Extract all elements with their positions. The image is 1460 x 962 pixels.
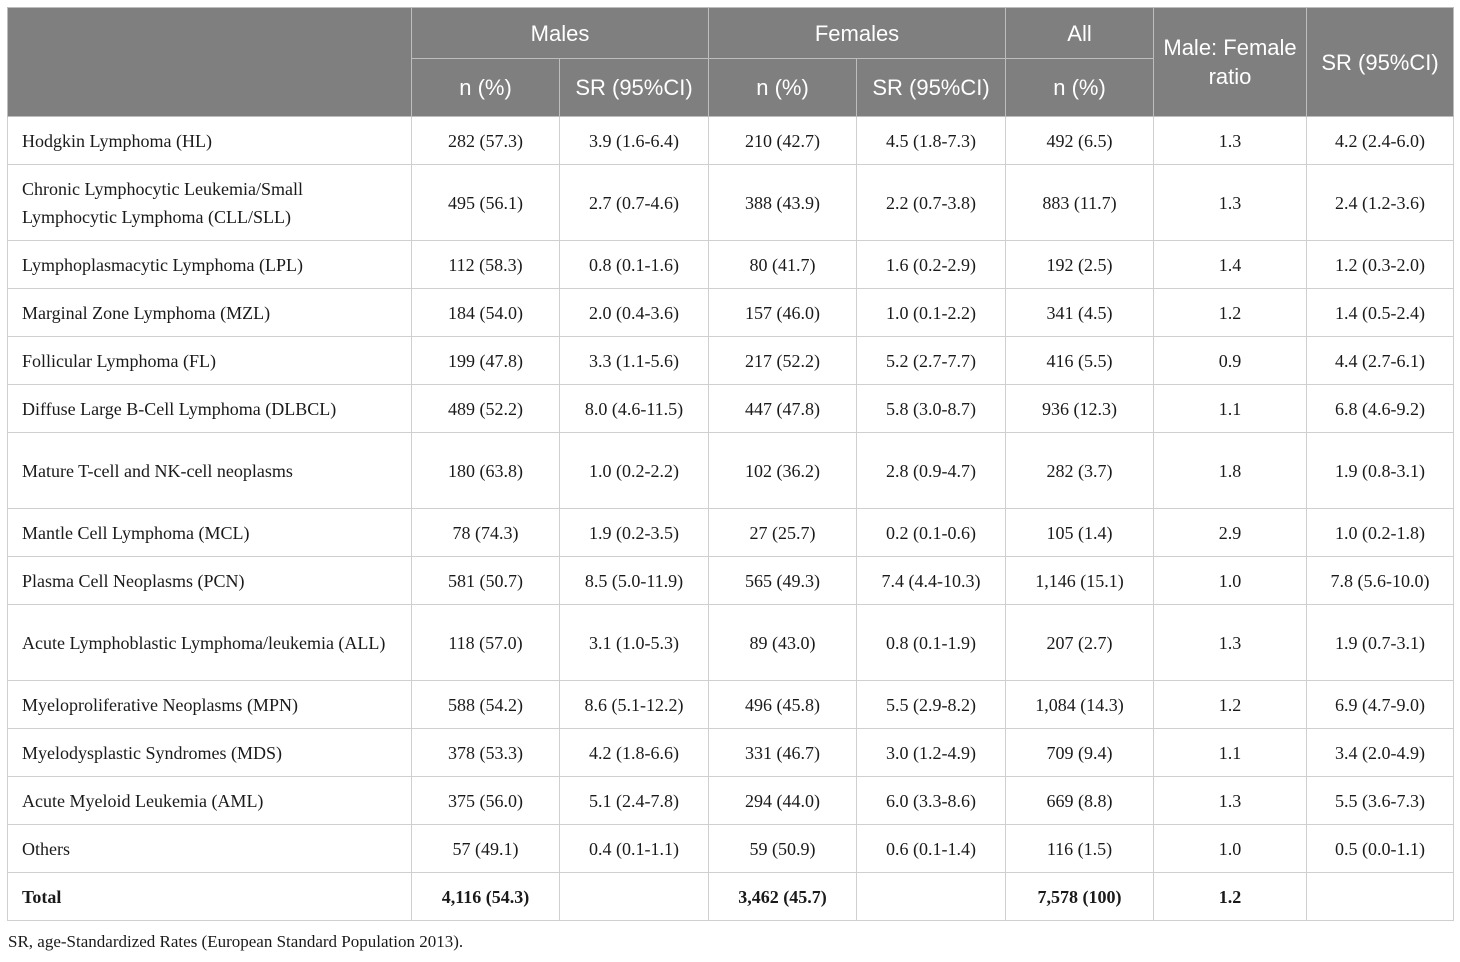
males-n-cell: 184 (54.0) — [412, 289, 560, 337]
all-n-cell: 492 (6.5) — [1006, 117, 1154, 165]
header-females-sr: SR (95%CI) — [857, 59, 1006, 117]
males-n-cell: 375 (56.0) — [412, 777, 560, 825]
row-label: Myelodysplastic Syndromes (MDS) — [8, 729, 412, 777]
row-label: Others — [8, 825, 412, 873]
females-sr-cell: 2.2 (0.7-3.8) — [857, 165, 1006, 241]
table-row — [8, 337, 1454, 385]
row-label: Diffuse Large B-Cell Lymphoma (DLBCL) — [8, 385, 412, 433]
females-sr-cell: 5.8 (3.0-8.7) — [857, 385, 1006, 433]
table-row — [8, 165, 1454, 241]
males-sr-cell: 3.1 (1.0-5.3) — [560, 605, 709, 681]
table-row — [8, 605, 1454, 681]
males-n-cell: 282 (57.3) — [412, 117, 560, 165]
females-sr-cell: 1.6 (0.2-2.9) — [857, 241, 1006, 289]
ratio-cell: 1.0 — [1154, 557, 1307, 605]
ratio-cell: 1.2 — [1154, 681, 1307, 729]
females-n-cell: 331 (46.7) — [709, 729, 857, 777]
sr-cell: 2.4 (1.2-3.6) — [1307, 165, 1454, 241]
all-n-cell: 936 (12.3) — [1006, 385, 1154, 433]
table-row — [8, 557, 1454, 605]
ratio-cell: 1.2 — [1154, 289, 1307, 337]
all-n-cell: 341 (4.5) — [1006, 289, 1154, 337]
all-n-cell: 1,146 (15.1) — [1006, 557, 1154, 605]
ratio-cell: 1.1 — [1154, 729, 1307, 777]
females-sr-cell: 0.2 (0.1-0.6) — [857, 509, 1006, 557]
females-sr-cell: 0.6 (0.1-1.4) — [857, 825, 1006, 873]
males-sr-cell: 3.3 (1.1-5.6) — [560, 337, 709, 385]
header-corner — [8, 8, 412, 117]
sr-cell: 5.5 (3.6-7.3) — [1307, 777, 1454, 825]
sr-cell: 4.4 (2.7-6.1) — [1307, 337, 1454, 385]
males-n-cell: 495 (56.1) — [412, 165, 560, 241]
ratio-cell: 1.8 — [1154, 433, 1307, 509]
all-n-cell: 416 (5.5) — [1006, 337, 1154, 385]
females-sr-cell: 5.5 (2.9-8.2) — [857, 681, 1006, 729]
females-n-cell: 294 (44.0) — [709, 777, 857, 825]
total-ratio: 1.2 — [1154, 873, 1307, 921]
males-n-cell: 199 (47.8) — [412, 337, 560, 385]
row-label: Lymphoplasmacytic Lymphoma (LPL) — [8, 241, 412, 289]
header-males-n: n (%) — [412, 59, 560, 117]
total-label: Total — [8, 873, 412, 921]
row-label: Marginal Zone Lymphoma (MZL) — [8, 289, 412, 337]
females-n-cell: 210 (42.7) — [709, 117, 857, 165]
males-n-cell: 112 (58.3) — [412, 241, 560, 289]
total-all-n: 7,578 (100) — [1006, 873, 1154, 921]
females-n-cell: 80 (41.7) — [709, 241, 857, 289]
males-sr-cell: 5.1 (2.4-7.8) — [560, 777, 709, 825]
total-males-sr — [560, 873, 709, 921]
females-n-cell: 565 (49.3) — [709, 557, 857, 605]
males-sr-cell: 0.4 (0.1-1.1) — [560, 825, 709, 873]
ratio-cell: 2.9 — [1154, 509, 1307, 557]
all-n-cell: 116 (1.5) — [1006, 825, 1154, 873]
header-all-n: n (%) — [1006, 59, 1154, 117]
males-n-cell: 581 (50.7) — [412, 557, 560, 605]
table-row — [8, 681, 1454, 729]
females-sr-cell: 7.4 (4.4-10.3) — [857, 557, 1006, 605]
males-n-cell: 588 (54.2) — [412, 681, 560, 729]
females-sr-cell: 0.8 (0.1-1.9) — [857, 605, 1006, 681]
sr-cell: 1.9 (0.7-3.1) — [1307, 605, 1454, 681]
table-row — [8, 729, 1454, 777]
all-n-cell: 709 (9.4) — [1006, 729, 1154, 777]
females-n-cell: 89 (43.0) — [709, 605, 857, 681]
females-n-cell: 388 (43.9) — [709, 165, 857, 241]
females-n-cell: 27 (25.7) — [709, 509, 857, 557]
females-n-cell: 157 (46.0) — [709, 289, 857, 337]
all-n-cell: 669 (8.8) — [1006, 777, 1154, 825]
header-sr-all: SR (95%CI) — [1307, 8, 1454, 117]
row-label: Mantle Cell Lymphoma (MCL) — [8, 509, 412, 557]
all-n-cell: 883 (11.7) — [1006, 165, 1154, 241]
ratio-cell: 1.4 — [1154, 241, 1307, 289]
all-n-cell: 192 (2.5) — [1006, 241, 1154, 289]
table-footnote: SR, age-Standardized Rates (European Standard Population 2013). — [8, 932, 464, 951]
row-label: Acute Myeloid Leukemia (AML) — [8, 777, 412, 825]
males-sr-cell: 2.7 (0.7-4.6) — [560, 165, 709, 241]
table-row — [8, 509, 1454, 557]
table-row — [8, 117, 1454, 165]
males-n-cell: 180 (63.8) — [412, 433, 560, 509]
males-sr-cell: 3.9 (1.6-6.4) — [560, 117, 709, 165]
females-n-cell: 59 (50.9) — [709, 825, 857, 873]
row-label: Myeloproliferative Neoplasms (MPN) — [8, 681, 412, 729]
males-sr-cell: 0.8 (0.1-1.6) — [560, 241, 709, 289]
females-sr-cell: 1.0 (0.1-2.2) — [857, 289, 1006, 337]
header-males: Males — [412, 8, 709, 59]
all-n-cell: 207 (2.7) — [1006, 605, 1154, 681]
ratio-cell: 0.9 — [1154, 337, 1307, 385]
sr-cell: 1.9 (0.8-3.1) — [1307, 433, 1454, 509]
sr-cell: 3.4 (2.0-4.9) — [1307, 729, 1454, 777]
sr-cell: 4.2 (2.4-6.0) — [1307, 117, 1454, 165]
sr-cell: 6.9 (4.7-9.0) — [1307, 681, 1454, 729]
males-sr-cell: 8.6 (5.1-12.2) — [560, 681, 709, 729]
males-sr-cell: 1.0 (0.2-2.2) — [560, 433, 709, 509]
sr-cell: 0.5 (0.0-1.1) — [1307, 825, 1454, 873]
ratio-cell: 1.3 — [1154, 117, 1307, 165]
sr-cell: 6.8 (4.6-9.2) — [1307, 385, 1454, 433]
sr-cell: 1.2 (0.3-2.0) — [1307, 241, 1454, 289]
incidence-table — [7, 7, 1454, 921]
table-row — [8, 825, 1454, 873]
males-n-cell: 57 (49.1) — [412, 825, 560, 873]
females-n-cell: 102 (36.2) — [709, 433, 857, 509]
header-males-sr: SR (95%CI) — [560, 59, 709, 117]
ratio-cell: 1.1 — [1154, 385, 1307, 433]
males-sr-cell: 8.0 (4.6-11.5) — [560, 385, 709, 433]
males-sr-cell: 8.5 (5.0-11.9) — [560, 557, 709, 605]
males-n-cell: 78 (74.3) — [412, 509, 560, 557]
males-sr-cell: 4.2 (1.8-6.6) — [560, 729, 709, 777]
ratio-cell: 1.3 — [1154, 777, 1307, 825]
females-sr-cell: 3.0 (1.2-4.9) — [857, 729, 1006, 777]
row-label: Follicular Lymphoma (FL) — [8, 337, 412, 385]
males-n-cell: 378 (53.3) — [412, 729, 560, 777]
row-label: Mature T-cell and NK-cell neoplasms — [8, 433, 412, 509]
total-females-n: 3,462 (45.7) — [709, 873, 857, 921]
table-row — [8, 433, 1454, 509]
ratio-cell: 1.3 — [1154, 605, 1307, 681]
total-females-sr — [857, 873, 1006, 921]
total-row — [8, 873, 1454, 921]
females-sr-cell: 6.0 (3.3-8.6) — [857, 777, 1006, 825]
males-sr-cell: 2.0 (0.4-3.6) — [560, 289, 709, 337]
table-row — [8, 385, 1454, 433]
table-row — [8, 289, 1454, 337]
row-label: Plasma Cell Neoplasms (PCN) — [8, 557, 412, 605]
females-sr-cell: 4.5 (1.8-7.3) — [857, 117, 1006, 165]
header-ratio: Male: Female ratio — [1154, 8, 1307, 117]
females-sr-cell: 2.8 (0.9-4.7) — [857, 433, 1006, 509]
females-sr-cell: 5.2 (2.7-7.7) — [857, 337, 1006, 385]
header-row-1 — [8, 8, 1454, 59]
total-males-n: 4,116 (54.3) — [412, 873, 560, 921]
all-n-cell: 105 (1.4) — [1006, 509, 1154, 557]
ratio-cell: 1.0 — [1154, 825, 1307, 873]
females-n-cell: 217 (52.2) — [709, 337, 857, 385]
sr-cell: 1.4 (0.5-2.4) — [1307, 289, 1454, 337]
males-sr-cell: 1.9 (0.2-3.5) — [560, 509, 709, 557]
females-n-cell: 496 (45.8) — [709, 681, 857, 729]
row-label: Chronic Lymphocytic Leukemia/Small Lymphocytic Lymphoma (CLL/SLL) — [8, 165, 412, 241]
row-label: Acute Lymphoblastic Lymphoma/leukemia (ALL) — [8, 605, 412, 681]
table-row — [8, 241, 1454, 289]
header-females: Females — [709, 8, 1006, 59]
total-sr — [1307, 873, 1454, 921]
sr-cell: 7.8 (5.6-10.0) — [1307, 557, 1454, 605]
males-n-cell: 489 (52.2) — [412, 385, 560, 433]
header-all: All — [1006, 8, 1154, 59]
all-n-cell: 1,084 (14.3) — [1006, 681, 1154, 729]
row-label: Hodgkin Lymphoma (HL) — [8, 117, 412, 165]
table-row — [8, 777, 1454, 825]
males-n-cell: 118 (57.0) — [412, 605, 560, 681]
sr-cell: 1.0 (0.2-1.8) — [1307, 509, 1454, 557]
ratio-cell: 1.3 — [1154, 165, 1307, 241]
females-n-cell: 447 (47.8) — [709, 385, 857, 433]
header-females-n: n (%) — [709, 59, 857, 117]
all-n-cell: 282 (3.7) — [1006, 433, 1154, 509]
